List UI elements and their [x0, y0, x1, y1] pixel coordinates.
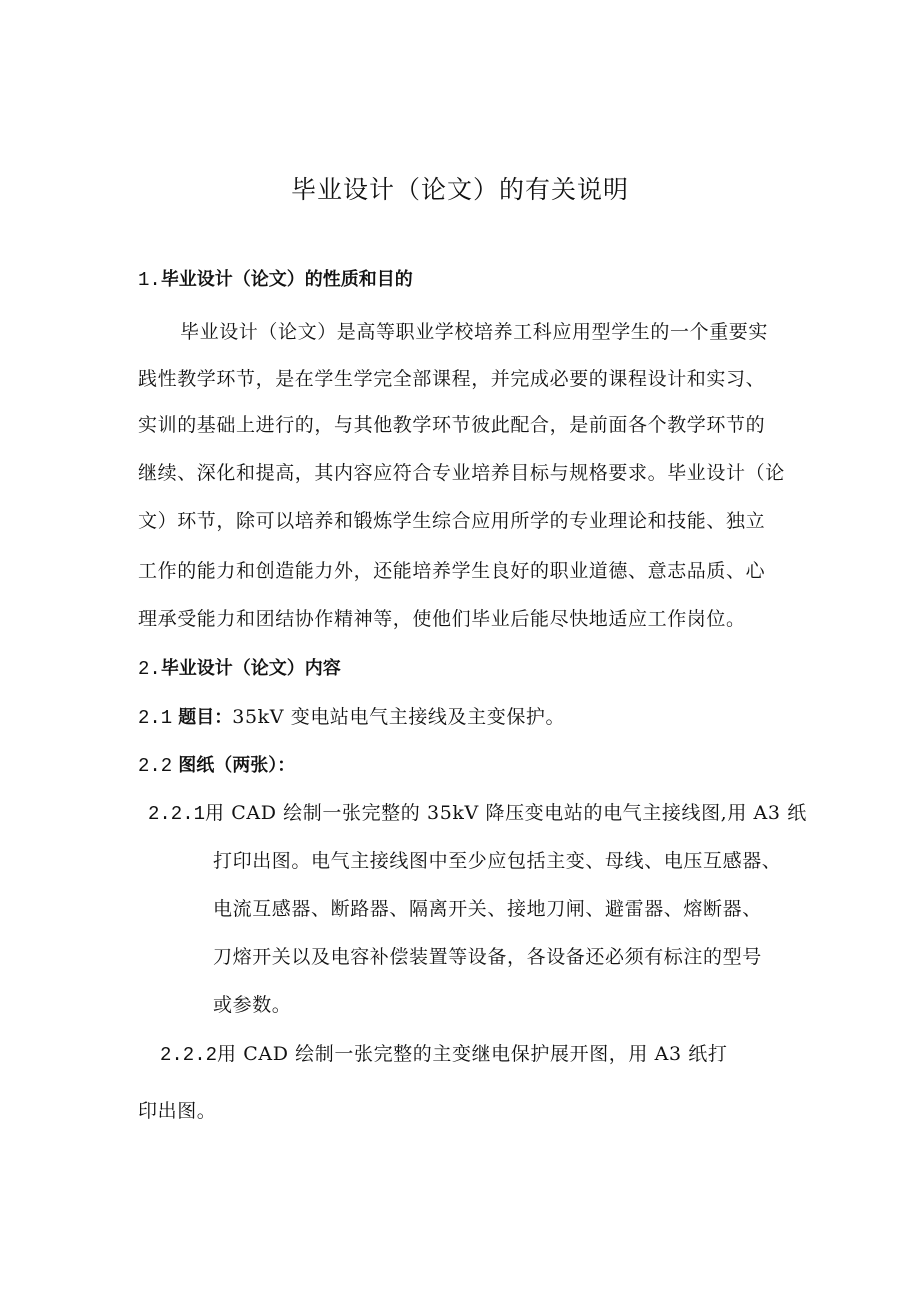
section-2-number: 2.	[138, 658, 161, 680]
section-1-heading	[138, 266, 413, 293]
section-1-paragraph-line: 践性教学环节，是在学生学完全部课程，并完成必要的课程设计和实习、	[138, 368, 766, 390]
item-2-2-1-line: 电流互感器、断路器、隔离开关、接地刀闸、避雷器、熔断器、	[213, 898, 762, 920]
item-2-1-number: 2.1	[138, 707, 173, 729]
section-1-number: 1.	[138, 269, 161, 291]
item-2-2	[138, 752, 295, 779]
section-1-title: 毕业设计（论文）的性质和目的	[160, 269, 413, 290]
item-2-2-1-line: 或参数。	[213, 994, 292, 1016]
item-2-1	[138, 704, 565, 731]
item-2-2-1-line: 刀熔开关以及电容补偿装置等设备，各设备还必须有标注的型号	[213, 946, 762, 968]
section-1-paragraph-line: 工作的能力和创造能力外，还能培养学生良好的职业道德、意志品质、心	[138, 560, 766, 582]
document-title: 毕业设计（论文）的有关说明	[290, 175, 629, 204]
section-1-paragraph-line: 实训的基础上进行的，与其他教学环节彼此配合，是前面各个教学环节的	[138, 414, 766, 436]
item-2-1-text: 35kV 变电站电气主接线及主变保护。	[232, 706, 566, 728]
item-2-1-label: 题目：	[178, 707, 233, 728]
section-2-heading	[138, 655, 341, 682]
item-2-2-2-number: 2.2.2	[160, 1044, 218, 1066]
item-2-2-2-first-line	[160, 1041, 727, 1068]
section-1-paragraph-line: 理承受能力和团结协作精神等，使他们毕业后能尽快地适应工作岗位。	[138, 608, 746, 630]
item-2-2-1-line: 打印出图。电气主接线图中至少应包括主变、母线、电压互感器、	[213, 850, 782, 872]
item-2-2-2-line: 印出图。	[138, 1100, 217, 1122]
section-2-title: 毕业设计（论文）内容	[160, 658, 341, 679]
item-2-2-1-number: 2.2.1	[148, 803, 206, 825]
item-2-2-1-first-line	[148, 800, 807, 827]
item-2-2-label: 图纸（两张）：	[178, 755, 296, 776]
section-1-paragraph-line: 毕业设计（论文）是高等职业学校培养工科应用型学生的一个重要实	[180, 321, 769, 343]
item-2-2-1-line: 用 CAD 绘制一张完整的 35kV 降压变电站的电气主接线图,用 A3 纸	[205, 802, 807, 824]
section-1-paragraph-line: 文）环节，除可以培养和锻炼学生综合应用所学的专业理论和技能、独立	[138, 510, 766, 532]
item-2-2-number: 2.2	[138, 755, 173, 777]
item-2-2-2-line: 用 CAD 绘制一张完整的主变继电保护展开图，用 A3 纸打	[217, 1043, 728, 1065]
section-1-paragraph-line: 继续、深化和提高，其内容应符合专业培养目标与规格要求。毕业设计（论	[138, 462, 785, 484]
